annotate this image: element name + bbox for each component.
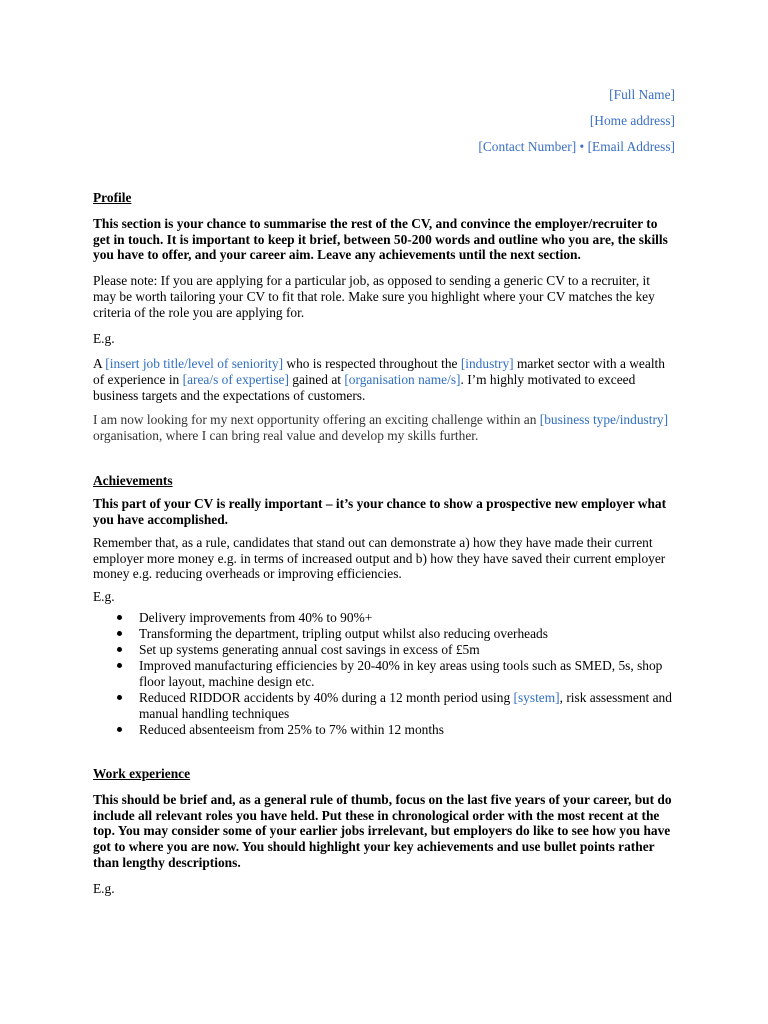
profile-note: Please note: If you are applying for a particular job, as opposed to sending a generic CV to a recruiter, it may be worth tailoring your CV to fit that role. Make sure you highlight where your CV matches the key criteria of the role you are applying for. [93, 273, 655, 320]
list-item: Delivery improvements from 40% to 90%+ [139, 610, 675, 626]
achievements-intro: This part of your CV is really important – it’s your chance to show a prospective new employer what you have accomplished. [93, 496, 667, 527]
list-item: Reduced absenteeism from 25% to 7% within 12 months [139, 722, 675, 738]
profile-example-1 [93, 356, 675, 403]
placeholder-expertise: [area/s of expertise] [182, 372, 289, 388]
example-text: . I’m highly motivated to exceed business targets and the expectations of customers. [93, 372, 636, 403]
placeholder-job-title: [insert job title/level of seniority] [105, 356, 284, 372]
list-item [139, 690, 675, 722]
contact-block [93, 86, 675, 164]
full-name: [Full Name] [609, 87, 675, 102]
work-experience-intro: This should be brief and, as a general rule of thumb, focus on the last five years of your career, but do include all relevant roles you have held. Put these in chronological order with the most recent at the top. You may consider some of your earlier jobs irrelevant, but employers do like to see how you have got to where you are now. You should highlight your key achievements and use bullet points rather than lengthy descriptions. [93, 791, 672, 870]
placeholder-business-type: [business type/industry] [539, 411, 669, 427]
achievements-note: Remember that, as a rule, candidates that stand out can demonstrate a) how they have made their current employer more money e.g. in terms of increased output and b) how they have saved their current employer money e.g. reducing overheads or improving efficiencies. [93, 534, 666, 582]
achievements-list [93, 610, 675, 738]
example-text: organisation, where I can bring real value and develop my skills further. [93, 427, 479, 443]
example-text: who is respected throughout the [283, 356, 461, 372]
placeholder-industry: [industry] [460, 356, 514, 372]
example-text: market sector with a wealth of experience in [93, 356, 665, 388]
profile-example-2 [93, 412, 675, 444]
contact-separator: • [576, 139, 588, 154]
contact-number: [Contact Number] [478, 139, 577, 154]
list-item: Set up systems generating annual cost savings in excess of £5m [139, 642, 675, 658]
cv-page [93, 86, 675, 897]
list-item: Improved manufacturing efficiencies by 20-40% in key areas using tools such as SMED, 5s, shop floor layout, machine design etc. [139, 658, 675, 690]
contact-line [93, 138, 675, 164]
work-experience-eg: E.g. [93, 880, 115, 896]
work-experience-heading: Work experience [93, 765, 191, 781]
achievements-eg: E.g. [93, 589, 115, 605]
profile-eg: E.g. [93, 330, 115, 346]
placeholder-system: [system] [513, 689, 560, 705]
profile-heading: Profile [93, 190, 132, 205]
list-item-text: , risk assessment and manual handling techniques [139, 689, 672, 721]
example-text: gained at [288, 372, 345, 388]
example-text: I am now looking for my next opportunity offering an exciting challenge within an [93, 411, 540, 427]
home-address: [Home address] [589, 113, 675, 128]
email-address: [Email Address] [587, 139, 675, 154]
list-item-text: Reduced RIDDOR accidents by 40% during a 12 month period using [139, 689, 514, 705]
achievements-heading: Achievements [93, 473, 173, 489]
placeholder-organisation: [organisation name/s] [344, 372, 461, 388]
list-item: Transforming the department, tripling output whilst also reducing overheads [139, 626, 675, 642]
example-text: A [93, 356, 106, 372]
profile-intro: This section is your chance to summarise the rest of the CV, and convince the employer/recruiter to get in touch. It is important to keep it brief, between 50-200 words and outline who you are, the skills you have to offer, and your career aim. Leave any achievements until the next section. [93, 215, 668, 263]
